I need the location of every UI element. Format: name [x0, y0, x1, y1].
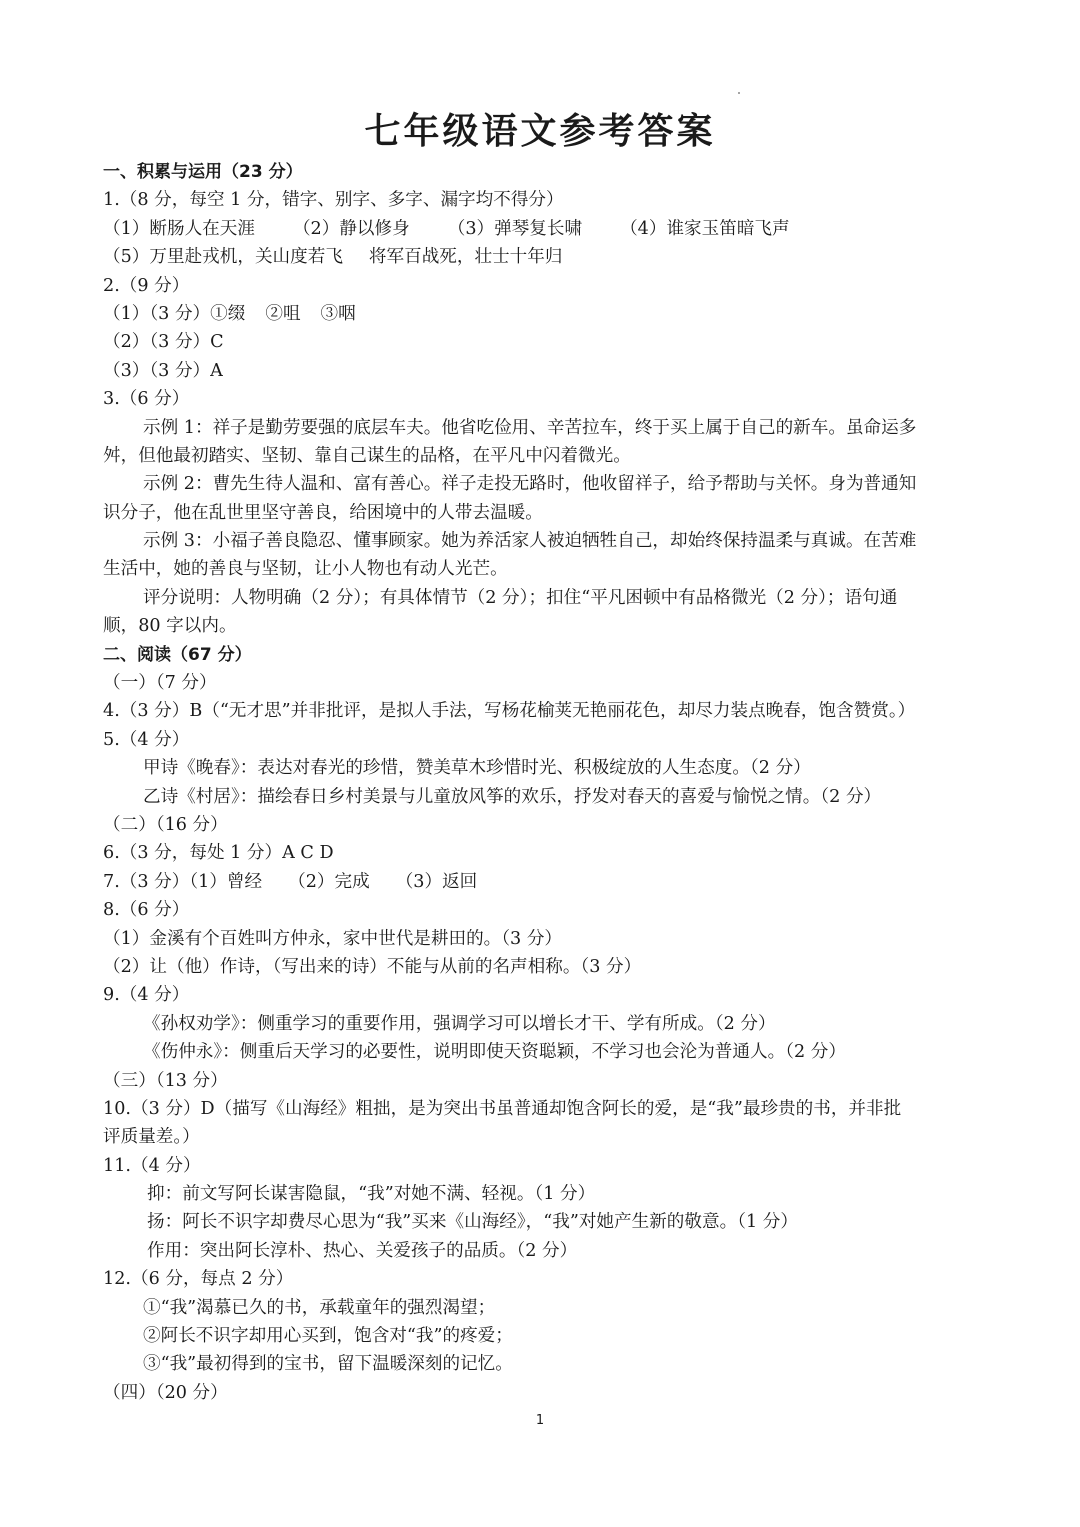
question-line: 7.（3 分）（1）曾经 （2）完成 （3）返回 — [103, 871, 478, 892]
example-line: 示例 2：曹先生待人温和、富有善心。祥子走投无路时，他收留祥子，给予帮助与关怀。身为普通知 — [143, 474, 917, 495]
example-line: 示例 3：小福子善良隐忍、懂事顾家。她为养活家人被迫牺牲自己，却始终保持温柔与真诚。在苦难 — [143, 531, 917, 552]
answer-line: 扬：阿长不识字却费尽心思为“我”买来《山海经》，“我”对她产生新的敬意。（1 分） — [147, 1212, 798, 1233]
page-title: 七年级语文参考答案 — [364, 111, 716, 152]
part-heading: （四）（20 分） — [103, 1382, 228, 1403]
answer-line: 作用：突出阿长淳朴、热心、关爱孩子的品质。（2 分） — [147, 1240, 578, 1261]
part-heading: （二）（16 分） — [103, 814, 228, 835]
answer-line: （3）（3 分）A — [103, 360, 223, 381]
answer-line: 《孙权劝学》：侧重学习的重要作用，强调学习可以增长才干、学有所成。（2 分） — [143, 1013, 776, 1034]
answer-line: （2）（3 分）C — [103, 332, 224, 353]
answer-line: ③“我”最初得到的宝书，留下温暖深刻的记忆。 — [143, 1354, 513, 1375]
question-line: 2.（9 分） — [103, 275, 190, 296]
answer-line: 《伤仲永》：侧重后天学习的必要性，说明即使天资聪颖，不学习也会沦为普通人。（2 分） — [143, 1042, 846, 1063]
answer-line: （2）让（他）作诗，（写出来的诗）不能与从前的名声相称。（3 分） — [103, 956, 642, 977]
answer-line: （1）（3 分）①缀 ②咀 ③咽 — [103, 303, 356, 324]
question-line: 6.（3 分，每处 1 分）A C D — [103, 843, 334, 864]
question-line: 3.（6 分） — [103, 389, 190, 410]
question-line: 1.（8 分，每空 1 分，错字、别字、多字、漏字均不得分） — [103, 190, 564, 211]
part-heading: （三）（13 分） — [103, 1070, 228, 1091]
scoring-note-line: 顺，80 字以内。 — [103, 616, 237, 637]
answer-line: 甲诗《晚春》：表达对春光的珍惜，赞美草木珍惜时光、积极绽放的人生态度。（2 分） — [143, 758, 811, 779]
answer-line: ①“我”渴慕已久的书，承载童年的强烈渴望； — [143, 1297, 496, 1318]
example-line: 舛，但他最初踏实、坚韧、靠自己谋生的品格，在平凡中闪着微光。 — [103, 445, 631, 466]
question-line: 评质量差。） — [103, 1127, 200, 1148]
section-heading: 一、积累与运用（23 分） — [103, 162, 303, 182]
scan-speck — [738, 92, 740, 94]
scoring-note-line: 评分说明：人物明确（2 分）；有具体情节（2 分）；扣住“平凡困顿中有品格微光（2 分）；语句通 — [143, 587, 898, 608]
answer-line: （1）金溪有个百姓叫方仲永，家中世代是耕田的。（3 分） — [103, 928, 563, 949]
answer-line: ②阿长不识字却用心买到，饱含对“我”的疼爱； — [143, 1326, 513, 1347]
answer-line: 抑：前文写阿长谋害隐鼠，“我”对她不满、轻视。（1 分） — [147, 1184, 596, 1205]
answer-content — [103, 158, 983, 1407]
answer-line: 乙诗《村居》：描绘春日乡村美景与儿童放风筝的欢乐，抒发对春天的喜爱与愉悦之情。（2 分） — [143, 786, 882, 807]
question-line: 12.（6 分，每点 2 分） — [103, 1269, 294, 1290]
question-line: 5.（4 分） — [103, 729, 190, 750]
answer-line: （5）万里赴戎机，关山度若飞 将军百战死，壮士十年归 — [103, 247, 563, 268]
question-line: 11.（4 分） — [103, 1155, 201, 1176]
question-line: 9.（4 分） — [103, 985, 190, 1006]
part-heading: （一）（7 分） — [103, 673, 217, 694]
question-line: 4.（3 分）B（“无才思”并非批评，是拟人手法，写杨花榆荚无艳丽花色，却尽力装点晚春，饱含赞赏。） — [103, 701, 916, 722]
example-line: 识分子，他在乱世里坚守善良，给困境中的人带去温暖。 — [103, 502, 543, 523]
answer-line: （1）断肠人在天涯 （2）静以修身 （3）弹琴复长啸 （4）谁家玉笛暗飞声 — [103, 218, 790, 239]
section-heading: 二、阅读（67 分） — [103, 644, 252, 665]
example-line: 示例 1：祥子是勤劳要强的底层车夫。他省吃俭用、辛苦拉车，终于买上属于自己的新车。虽命运多 — [143, 417, 917, 438]
question-line: 8.（6 分） — [103, 900, 190, 921]
page-number: 1 — [535, 1413, 545, 1428]
question-line: 10.（3 分）D（描写《山海经》粗拙，是为突出书虽普通却饱含阿长的爱，是“我”最珍贵的书，并非批 — [103, 1098, 902, 1119]
example-line: 生活中，她的善良与坚韧，让小人物也有动人光芒。 — [103, 559, 508, 580]
